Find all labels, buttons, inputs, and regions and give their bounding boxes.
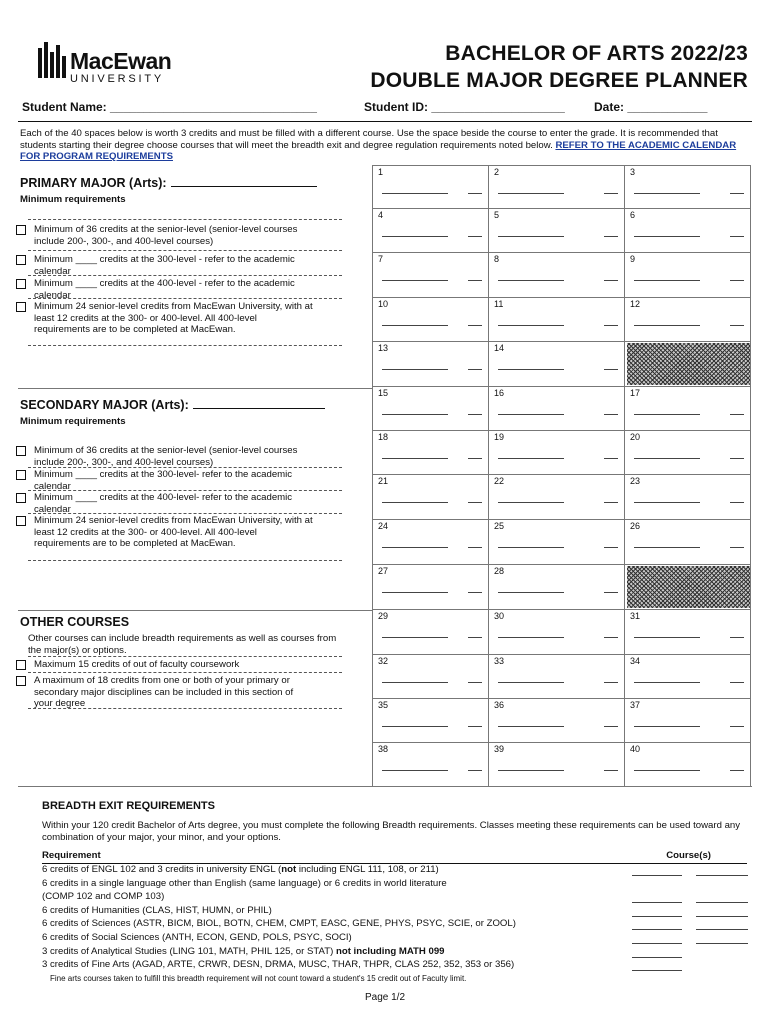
course-slot-number: 3 — [630, 167, 636, 177]
divider — [28, 219, 342, 220]
course-input[interactable] — [498, 280, 564, 281]
secondary-major-subtitle: Minimum requirements — [20, 416, 126, 427]
course-input[interactable] — [382, 682, 448, 683]
grade-input[interactable] — [730, 193, 744, 194]
breadth-course-input[interactable] — [632, 902, 682, 903]
course-input[interactable] — [382, 280, 448, 281]
grade-input[interactable] — [604, 414, 618, 415]
course-slot-number: 21 — [378, 476, 389, 486]
course-input[interactable] — [382, 236, 448, 237]
course-slot-number: 7 — [378, 254, 384, 264]
academic-calendar-link[interactable]: REFER TO THE ACADEMIC CALENDAR FOR PROGRAM REQUIREMENTS — [20, 139, 737, 162]
student-id-field[interactable]: Student ID: ____________________ — [364, 100, 565, 114]
grade-input[interactable] — [468, 280, 482, 281]
course-slot-number: 12 — [630, 299, 641, 309]
courses-header: Course(s) — [666, 850, 711, 861]
divider — [28, 490, 342, 491]
course-slot-number: 14 — [494, 343, 505, 353]
checkbox[interactable] — [16, 676, 26, 686]
grid-line — [372, 742, 750, 743]
breadth-requirement: 3 credits of Analytical Studies (LING 101, MATH, PHIL 125, or STAT) not including MATH 099 — [42, 945, 445, 957]
intro-paragraph — [20, 128, 752, 163]
course-slot-number: 16 — [494, 388, 505, 398]
secondary-major-input[interactable] — [193, 399, 325, 409]
course-slot-number: 26 — [630, 521, 641, 531]
grid-line — [372, 430, 750, 431]
section-divider — [18, 388, 372, 389]
grid-line — [372, 341, 750, 342]
breadth-section — [42, 800, 752, 861]
course-slot-number: 5 — [494, 210, 500, 220]
grade-input[interactable] — [468, 369, 482, 370]
grade-input[interactable] — [730, 637, 744, 638]
breadth-requirement: (COMP 102 and COMP 103) — [42, 891, 165, 903]
grade-input[interactable] — [468, 770, 482, 771]
course-slot-number: 27 — [378, 566, 389, 576]
unused-slot — [627, 343, 750, 385]
checkbox[interactable] — [16, 446, 26, 456]
breadth-requirement: 6 credits of Sciences (ASTR, BICM, BIOL, BOTN, CHEM, CMPT, EASC, GENE, PHYS, PSYC, SCIE, or ZOOL) — [42, 918, 516, 930]
course-slot-number: 8 — [494, 254, 500, 264]
grade-input[interactable] — [604, 458, 618, 459]
grade-input[interactable] — [730, 325, 744, 326]
grade-input[interactable] — [468, 682, 482, 683]
page-number: Page 1/2 — [364, 992, 406, 1003]
breadth-requirement: 6 credits of ENGL 102 and 3 credits in university ENGL (not including ENGL 111, 108, or 211) — [42, 864, 439, 875]
course-input[interactable] — [634, 458, 700, 459]
course-input[interactable] — [382, 637, 448, 638]
secondary-major-title: SECONDARY MAJOR (Arts): — [20, 398, 370, 412]
grade-input[interactable] — [604, 280, 618, 281]
divider — [28, 560, 342, 561]
primary-major-input[interactable] — [171, 177, 317, 187]
grade-input[interactable] — [730, 458, 744, 459]
grid-line — [372, 654, 750, 655]
section-divider — [18, 786, 752, 787]
checkbox[interactable] — [16, 470, 26, 480]
grid-line — [488, 165, 489, 786]
grade-input[interactable] — [468, 592, 482, 593]
grade-input[interactable] — [604, 236, 618, 237]
grid-line — [372, 519, 750, 520]
grade-input[interactable] — [604, 592, 618, 593]
course-input[interactable] — [382, 726, 448, 727]
grade-input[interactable] — [468, 193, 482, 194]
divider — [28, 656, 342, 657]
breadth-course-input[interactable] — [696, 875, 748, 876]
grade-input[interactable] — [730, 414, 744, 415]
grade-input[interactable] — [468, 458, 482, 459]
date-field[interactable]: Date: ____________ — [594, 100, 708, 114]
course-slot-number: 9 — [630, 254, 636, 264]
checkbox[interactable] — [16, 255, 26, 265]
grid-line — [372, 252, 750, 253]
grade-input[interactable] — [468, 726, 482, 727]
grid-line — [372, 386, 750, 387]
course-input[interactable] — [382, 458, 448, 459]
checkbox[interactable] — [16, 279, 26, 289]
course-input[interactable] — [498, 236, 564, 237]
grade-input[interactable] — [730, 236, 744, 237]
grid-line — [372, 297, 750, 298]
grade-input[interactable] — [468, 414, 482, 415]
course-slot-number: 20 — [630, 432, 641, 442]
course-input[interactable] — [634, 547, 700, 548]
breadth-course-input[interactable] — [632, 875, 682, 876]
grade-input[interactable] — [730, 682, 744, 683]
course-input[interactable] — [498, 369, 564, 370]
breadth-title: BREADTH EXIT REQUIREMENTS — [42, 800, 215, 812]
breadth-desc: Within your 120 credit Bachelor of Arts degree, you must complete the following Breadth requirements. Classes meeting these requirements can be used toward any combination of your major, your minor, and your options. — [42, 820, 741, 843]
course-slot-number: 22 — [494, 476, 505, 486]
course-input[interactable] — [498, 726, 564, 727]
breadth-course-input[interactable] — [632, 970, 682, 971]
course-slot-number: 33 — [494, 656, 505, 666]
course-input[interactable] — [382, 325, 448, 326]
divider — [28, 672, 342, 673]
breadth-note: Fine arts courses taken to fulfill this breadth requirement will not count toward a student's 15 credit out of Faculty limit. — [50, 974, 467, 983]
grade-input[interactable] — [730, 547, 744, 548]
course-input[interactable] — [498, 682, 564, 683]
grid-line — [372, 165, 373, 786]
course-input[interactable] — [382, 592, 448, 593]
course-slot-number: 13 — [378, 343, 389, 353]
course-input[interactable] — [498, 547, 564, 548]
grade-input[interactable] — [604, 682, 618, 683]
course-input[interactable] — [382, 369, 448, 370]
secondary-major-section — [20, 398, 370, 427]
course-input[interactable] — [634, 280, 700, 281]
course-slot-number: 17 — [630, 388, 641, 398]
grid-line — [372, 609, 750, 610]
course-slot-number: 34 — [630, 656, 641, 666]
grid-line — [372, 474, 750, 475]
grade-input[interactable] — [730, 770, 744, 771]
course-slot-number: 18 — [378, 432, 389, 442]
checkbox[interactable] — [16, 493, 26, 503]
grid-line — [372, 698, 750, 699]
primary-major-title: PRIMARY MAJOR (Arts): — [20, 176, 370, 190]
breadth-requirement: 6 credits of Humanities (CLAS, HIST, HUMN, or PHIL) — [42, 904, 272, 916]
grade-input[interactable] — [604, 637, 618, 638]
course-input[interactable] — [498, 592, 564, 593]
course-slot-number: 28 — [494, 566, 505, 576]
course-input[interactable] — [498, 414, 564, 415]
course-slot-number: 35 — [378, 700, 389, 710]
student-name-field[interactable]: Student Name: _______________________________ — [22, 100, 317, 114]
checkbox[interactable] — [16, 516, 26, 526]
divider — [28, 467, 342, 468]
header-rule — [18, 121, 752, 122]
logo-bars-icon — [38, 42, 68, 78]
grade-input[interactable] — [604, 325, 618, 326]
course-slot-number: 24 — [378, 521, 389, 531]
course-slot-number: 23 — [630, 476, 641, 486]
breadth-course-input[interactable] — [696, 916, 748, 917]
divider — [28, 513, 342, 514]
course-input[interactable] — [634, 414, 700, 415]
grid-line — [372, 165, 750, 166]
breadth-course-input[interactable] — [632, 916, 682, 917]
course-input[interactable] — [382, 547, 448, 548]
course-input[interactable] — [498, 770, 564, 771]
other-courses-section — [20, 615, 370, 656]
section-divider — [18, 610, 372, 611]
grade-input[interactable] — [468, 502, 482, 503]
course-slot-number: 15 — [378, 388, 389, 398]
course-input[interactable] — [498, 637, 564, 638]
course-slot-number: 36 — [494, 700, 505, 710]
checkbox[interactable] — [16, 225, 26, 235]
grade-input[interactable] — [604, 502, 618, 503]
logo-wordmark: MacEwan — [70, 48, 172, 74]
breadth-course-input[interactable] — [696, 902, 748, 903]
course-input[interactable] — [634, 325, 700, 326]
course-slot-number: 29 — [378, 611, 389, 621]
course-slot-number: 40 — [630, 744, 641, 754]
intro-text: Each of the 40 spaces below is worth 3 credits and must be filled with a different course. Use the space beside the course to enter the grade. It is recommended that students starting their degree choose courses that will meet the breadth exit and degree regulation requirements noted below. — [20, 128, 718, 151]
course-slot-number: 11 — [494, 299, 504, 309]
grid-line — [372, 208, 750, 209]
course-input[interactable] — [634, 193, 700, 194]
course-input[interactable] — [382, 193, 448, 194]
grid-line — [750, 165, 751, 786]
course-input[interactable] — [498, 325, 564, 326]
breadth-course-input[interactable] — [632, 929, 682, 930]
divider — [28, 298, 342, 299]
grade-input[interactable] — [468, 547, 482, 548]
breadth-requirement: 6 credits of Social Sciences (ANTH, ECON, GEND, POLS, PSYC, SOCI) — [42, 932, 352, 943]
course-slot-number: 39 — [494, 744, 505, 754]
other-courses-title: OTHER COURSES — [20, 615, 130, 629]
grid-line — [624, 165, 625, 786]
course-input[interactable] — [634, 236, 700, 237]
breadth-course-input[interactable] — [696, 929, 748, 930]
course-input[interactable] — [634, 637, 700, 638]
course-slot-number: 37 — [630, 700, 641, 710]
course-slot-number: 19 — [494, 432, 505, 442]
course-input[interactable] — [382, 414, 448, 415]
unused-slot — [627, 566, 750, 608]
course-input[interactable] — [498, 458, 564, 459]
other-courses-desc: Other courses can include breadth requirements as well as courses from the major(s) or options. — [28, 633, 337, 656]
course-slot-number: 31 — [630, 611, 641, 621]
primary-major-section — [20, 176, 370, 205]
macewan-logo — [38, 42, 198, 92]
course-input[interactable] — [634, 502, 700, 503]
grade-input[interactable] — [468, 637, 482, 638]
course-slot-number: 2 — [494, 167, 500, 177]
grade-input[interactable] — [604, 193, 618, 194]
course-slot-number: 1 — [378, 167, 384, 177]
course-input[interactable] — [634, 682, 700, 683]
course-slot-number: 32 — [378, 656, 389, 666]
course-input[interactable] — [634, 770, 700, 771]
grade-input[interactable] — [604, 726, 618, 727]
grade-input[interactable] — [468, 236, 482, 237]
course-input[interactable] — [498, 193, 564, 194]
breadth-course-input[interactable] — [632, 957, 682, 958]
grade-input[interactable] — [730, 726, 744, 727]
grade-input[interactable] — [730, 280, 744, 281]
course-input[interactable] — [634, 726, 700, 727]
primary-major-subtitle: Minimum requirements — [20, 194, 126, 205]
breadth-requirement: 3 credits of Fine Arts (AGAD, ARTE, CRWR, DESN, DRMA, MUSC, THAR, THPR, CLAS 252, 352, 353 or 356) — [42, 959, 515, 971]
course-input[interactable] — [498, 502, 564, 503]
grid-line — [372, 564, 750, 565]
grade-input[interactable] — [604, 369, 618, 370]
title-line-2: DOUBLE MAJOR DEGREE PLANNER — [370, 69, 748, 92]
course-input[interactable] — [382, 502, 448, 503]
course-slot-number: 25 — [494, 521, 505, 531]
grade-input[interactable] — [730, 502, 744, 503]
grade-input[interactable] — [468, 325, 482, 326]
document-title — [370, 40, 748, 94]
logo-subtitle: UNIVERSITY — [70, 73, 165, 85]
divider — [28, 345, 342, 346]
checkbox[interactable] — [16, 660, 26, 670]
course-slot-number: 10 — [378, 299, 389, 309]
checkbox[interactable] — [16, 302, 26, 312]
course-slot-number: 38 — [378, 744, 389, 754]
course-slot-number: 30 — [494, 611, 505, 621]
divider — [28, 250, 342, 251]
breadth-course-input[interactable] — [696, 943, 748, 944]
divider — [28, 275, 342, 276]
course-slot-number: 6 — [630, 210, 636, 220]
course-slot-number: 4 — [378, 210, 384, 220]
course-input[interactable] — [382, 770, 448, 771]
breadth-requirement: 6 credits in a single language other than English (same language) or 6 credits in world literature — [42, 877, 447, 889]
title-line-1: BACHELOR OF ARTS 2022/23 — [445, 42, 748, 65]
breadth-header — [42, 850, 747, 864]
grade-input[interactable] — [604, 547, 618, 548]
grade-input[interactable] — [604, 770, 618, 771]
requirement-header: Requirement — [42, 850, 101, 861]
divider — [28, 708, 342, 709]
breadth-course-input[interactable] — [632, 943, 682, 944]
